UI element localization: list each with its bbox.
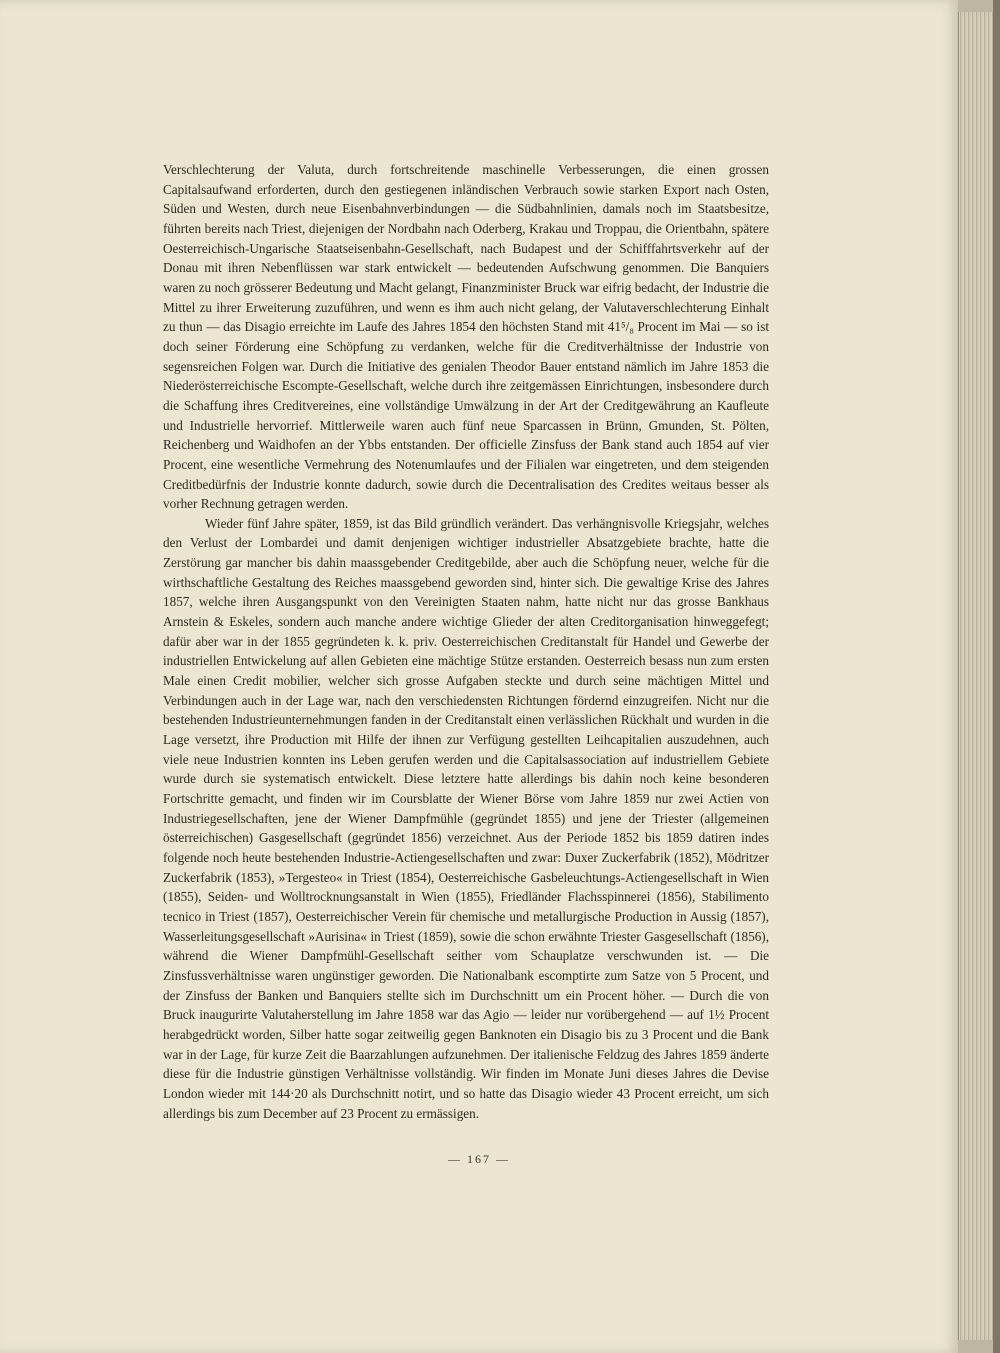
page-number: — 167 — — [448, 1152, 510, 1166]
paragraph-2: Wieder fünf Jahre später, 1859, ist das Bild gründlich verändert. Das verhängnisvolle Kriegsjahr, welches den Verlust der Lombardei und damit denjenigen wichtiger industrieller Absatzgebiete brachte, hatte die Zerstörung gar mancher bis dahin maassgebender Creditgebilde, aber auch die Schöpfung neuer, welche für die wirthschaftliche Gestaltung des Reiches maassgebend geworden sind, hinter sich. Die gewaltige Krise des Jahres 1857, welche ihren Ausgangspunkt von den Vereinigten Staaten nahm, hatte nicht nur das grosse Bankhaus Arnstein & Eskeles, sondern auch manche andere wichtige Glieder der alten Creditorganisation hinweggefegt; dafür aber war in der 1855 gegründeten k. k. priv. Oesterreichischen Creditanstalt für Handel und Gewerbe der industriellen Entwickelung auf allen Gebieten eine mächtige Stütze erstanden. Oesterreich besass nun zum ersten Male einen Credit mobilier, welcher sich grosse Aufgaben steckte und durch seine mächtigen Mittel und Verbindungen auch in der Lage war, nach den verschiedensten Richtungen fördernd einzugreifen. Nicht nur die bestehenden Industrieunternehmungen fanden in der Creditanstalt einen verlässlichen Rückhalt und wurden in die Lage versetzt, ihre Production mit Hilfe der ihnen zur Verfügung gestellten Leihcapitalien auszudehnen, auch viele neue Industrien konnten ins Leben gerufen werden und die Capitalsassociation auf industriellem Gebiete wurde durch sie systematisch entwickelt. Diese letztere hatte allerdings bis dahin noch keine besonderen Fortschritte gemacht, und finden wir im Coursblatte der Wiener Börse vom Jahre 1859 nur zwei Actien von Industriegesellschaften, jene der Wiener Dampfmühle (gegründet 1855) und jene der Triester (allgemeinen österreichischen) Gasgesellschaft (gegründet 1856) verzeichnet. Aus der Periode 1852 bis 1859 datiren indes folgende noch heute bestehenden Industrie-Actiengesellschaften und zwar: Duxer Zuckerfabrik (1852), Mödritzer Zuckerfabrik (1853), »Tergesteo« in Triest (1854), Oesterreichische Gasbeleuchtungs-Actiengesellschaft in Wien (1855), Seiden- und Wolltrocknungsanstalt in Wien (1855), Friedländer Flachsspinnerei (1856), Stabilimento tecnico in Triest (1857), Oesterreichischer Verein für chemische und metallurgische Production in Aussig (1857), Wasserleitungsgesellschaft »Aurisina« in Triest (1859), sowie die schon erwähnte Triester Gasgesellschaft (1856), während die Wiener Dampfmühl-Gesellschaft seither vom Schauplatze verschwunden ist. — Die Zinsfussverhältnisse waren ungünstiger geworden. Die Nationalbank escomptirte zum Satze von 5 Procent, und der Zinsfuss der Banken und Banquiers stellte sich im Durchschnitt um ein Procent höher. — Durch die von Bruck inaugurirte Valutaherstellung im Jahre 1858 war das Agio — leider nur vorübergehend — auf 1½ Procent herabgedrückt worden, Silber hatte sogar zeitweilig gegen Banknoten ein Disagio bis zu 3 Procent und die Bank war in der Lage, für kurze Zeit die Baarzahlungen aufzunehmen. Der italienische Feldzug des Jahres 1859 änderte diese für die Industrie günstigen Verhältnisse vollständig. Wir finden im Monate Juni dieses Jahres die Devise London wieder mit 144·20 als Durchschnitt notirt, und so hatte das Disagio wieder 43 Procent erreicht, um sich allerdings bis zum December auf 23 Procent zu ermässigen. — [163, 515, 769, 1121]
body-text — [163, 160, 769, 1123]
paragraph-1: Verschlechterung der Valuta, durch fortschreitende maschinelle Verbesserungen, die einen grossen Capitalsaufwand erforderten, durch den gestiegenen inländischen Verbrauch sowie starken Export nach Osten, Süden und Westen, durch neue Eisenbahnverbindungen — die Südbahnlinien, damals noch im Staatsbesitze, führten bereits nach Triest, diejenigen der Nordbahn nach Oderberg, Krakau und Troppau, die Orientbahn, spätere Oesterreichisch-Ungarische Staatseisenbahn-Gesellschaft, nach Budapest und der Schifffahrtsverkehr auf der Donau mit ihren Nebenflüssen war stark entwickelt — bedeutenden Aufschwung genommen. Die Banquiers waren zu noch grösserer Bedeutung und Macht gelangt, Finanzminister Bruck war eifrig bedacht, der Industrie die Mittel zu ihrer Erweiterung zuzuführen, und wenn es ihm auch nicht gelang, der Valutaverschlechterung Einhalt zu thun — das Disagio erreichte im Laufe des Jahres 1854 den höchsten Stand mit 41⁵/₈ Procent im Mai — so ist doch seiner Förderung eine Schöpfung zu verdanken, welche für die Creditverhältnisse der Industrie von segensreichen Folgen war. Durch die Initiative des genialen Theodor Bauer entstand nämlich im Jahre 1853 die Niederösterreichische Escompte-Gesellschaft, welche durch ihre zeitgemässen Einrichtungen, insbesondere durch die Schaffung ihres Creditvereines, eine vollständige Umwälzung in der Art der Creditgewährung an Kaufleute und Industrielle hervorrief. Mittlerweile waren auch fünf neue Sparcassen in Brünn, Gmunden, St. Pölten, Reichenberg und Waidhofen an der Ybbs entstanden. Der officielle Zinsfuss der Bank stand auch 1854 auf vier Procent, eine wesentliche Vermehrung des Notenumlaufes und der Filialen war eingetreten, und dem steigenden Creditbedürfnis der Industrie konnte dadurch, sowie durch die Decentralisation des Credites weitaus besser als vorher Rechnung getragen werden. — [163, 162, 769, 512]
book-cover-edge — [993, 0, 1000, 1353]
